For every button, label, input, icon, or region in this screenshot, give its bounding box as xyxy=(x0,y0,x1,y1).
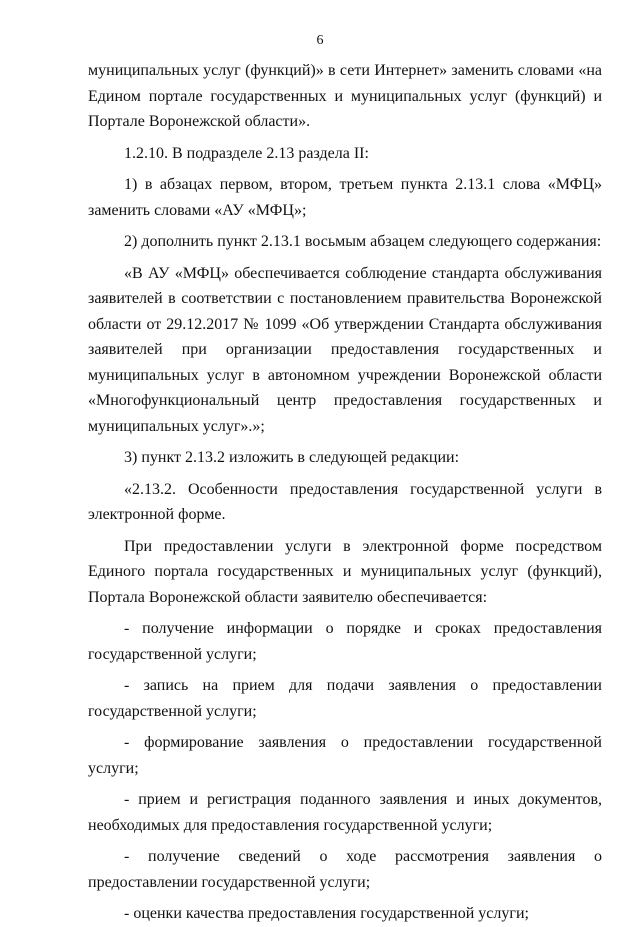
document-body xyxy=(88,58,602,927)
list-item-appointment: - запись на прием для подачи заявления о предоставлении государственной услуги; xyxy=(88,677,602,720)
list-item-registration: - прием и регистрация поданного заявления и иных документов, необходимых для предоставления государственной услуги; xyxy=(88,791,602,834)
paragraph-continuation: муниципальных услуг (функций)» в сети Интернет» заменить словами «на Едином портале государственных и муниципальных услуг (функций) и Портале Воронежской области». xyxy=(88,62,602,130)
paragraph-item-2: 2) дополнить пункт 2.13.1 восьмым абзацем следующего содержания: xyxy=(124,233,602,250)
list-item-information: - получение информации о порядке и сроках предоставления государственной услуги; xyxy=(88,620,602,663)
list-item-status-info: - получение сведений о ходе рассмотрения заявления о предоставлении государственной услуги; xyxy=(88,848,602,891)
list-item-quality-rating: - оценки качества предоставления государственной услуги; xyxy=(124,905,529,922)
paragraph-item-1: 1) в абзацах первом, втором, третьем пункта 2.13.1 слова «МФЦ» заменить словами «АУ «МФЦ»; xyxy=(88,176,602,219)
paragraph-item-3: 3) пункт 2.13.2 изложить в следующей редакции: xyxy=(124,449,460,466)
list-item-form-application: - формирование заявления о предоставлении государственной услуги; xyxy=(88,734,602,777)
paragraph-electronic-services-intro: При предоставлении услуги в электронной форме посредством Единого портала государственных и муниципальных услуг (функций), Портала Воронежской области заявителю обеспечивается: xyxy=(88,537,602,606)
paragraph-quoted-standard: «В АУ «МФЦ» обеспечивается соблюдение стандарта обслуживания заявителей в соответствии с постановлением правительства Воронежской области от 29.12.2017 № 1099 «Об утверждении Стандарта обслуживания заявителей при организации предоставления государственных и муниципальных услуг в автономном учреждении Воронежской области «Многофункциональный центр предоставления государственных и муниципальных услуг».»; xyxy=(88,264,602,435)
paragraph-clause-2-13-2: «2.13.2. Особенности предоставления государственной услуги в электронной форме. xyxy=(88,480,602,523)
page-number: 6 xyxy=(316,33,324,48)
paragraph-subsection-heading: 1.2.10. В подразделе 2.13 раздела II: xyxy=(124,144,369,162)
